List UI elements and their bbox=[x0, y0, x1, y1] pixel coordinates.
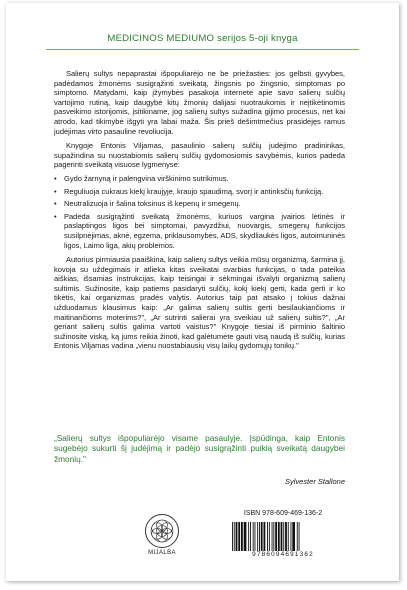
benefits-list bbox=[54, 174, 345, 250]
barcode-bar bbox=[292, 522, 295, 554]
barcode-bar bbox=[272, 522, 273, 554]
barcode-bar bbox=[248, 522, 249, 554]
barcode-bar bbox=[288, 522, 289, 554]
barcode-bar bbox=[269, 522, 270, 554]
barcode-bar bbox=[297, 522, 298, 554]
barcode-bar bbox=[281, 522, 283, 554]
list-item: • Neutralizuoja ir šalina toksinus iš kepenų ir smegenų. bbox=[54, 199, 345, 209]
publisher-logo bbox=[144, 513, 180, 556]
barcode-bar bbox=[255, 522, 256, 554]
book-back-cover bbox=[6, 3, 399, 581]
barcode-bar bbox=[261, 522, 263, 554]
barcode-bar bbox=[285, 522, 287, 554]
barcode bbox=[228, 522, 338, 554]
divider bbox=[46, 49, 359, 50]
barcode-bar bbox=[241, 522, 243, 554]
barcode-bar bbox=[283, 522, 284, 554]
barcode-digits: 9786094691362 bbox=[228, 551, 338, 558]
barcode-bar bbox=[299, 522, 300, 554]
barcode-bar bbox=[273, 522, 274, 554]
barcode-bar bbox=[257, 522, 258, 554]
barcode-bar bbox=[291, 522, 292, 554]
barcode-bar bbox=[267, 522, 268, 554]
publisher-name: MIJALBA bbox=[148, 550, 176, 556]
barcode-bar bbox=[232, 522, 233, 554]
blurb-paragraph: Knygoje Entonis Viljamas, pasaulinio salierų sulčių judėjimo pradininkas, supažindina su nuostabiomis salierų sulčių gydomosiomis savybėmis, kurios padeda pagerinti sveikatą visuose lygmenyse: bbox=[54, 141, 345, 170]
list-item: • Padeda susigrąžinti sveikatą žmonėms, kuriuos vargina įvairios lėtinės ir paslaptingos ligos bei simptomai, pavyzdžiui, nuovargis, smegenų funkcijos susilpnėjimas, aknė, egzema, priklausomybės, ADS, skydliaukės ligos, autoimuninės ligos, Laimo liga, akių problemos. bbox=[54, 212, 345, 250]
barcode-bar bbox=[259, 522, 260, 554]
barcode-bar bbox=[238, 522, 240, 554]
isbn-label: ISBN 978-609-469-136-2 bbox=[243, 510, 323, 517]
testimonial-author: Sylvester Stallone bbox=[284, 477, 345, 486]
barcode-bar bbox=[244, 522, 247, 554]
barcode-bar bbox=[264, 522, 266, 554]
list-item: • Gydo žarnyną ir palengvina virškinimo sutrikimus. bbox=[54, 174, 345, 184]
blurb-paragraph: Autorius pirmiausia paaiškina, kaip salierų sultys veikia mūsų organizmą, šarmina jį, kovoja su uždegimais ir atlieka kitas sveikatai svarbias funkcijas, o tada pateikia aiškias, išsamias instrukcijas, kaip teisingai ir sėkmingai išvalyti organizmą salierų sultimis. Sužinosite, kaip patiems pasidaryti sulčių, kokį kiekį gerti, kada gerti ir ko tikėtis, kai organizmas pradės valytis. Autorius taip pat atsako į tokius dažnai užduodamus klausimus kaip: „Ar galima salierų sultis gerti besilaukiančioms ir maitinančioms moterims?", „Ar sutrinti salierai yra sveikiau už salierų sultis?", „Ar geriant salierų sultis galima vartoti vaistus?" Knygoje tiesiai iš pirminio šaltinio sužinosite viską, ką jums reikia žinoti, kad galėtumėte gauti visą naudą iš sulčių, kurias Entonis Viljamas vadina „vienu nuostabiausių visų laikų gydomųjų tonikų." bbox=[54, 255, 345, 351]
barcode-bar bbox=[253, 522, 254, 554]
blurb-paragraph: Salierų sultys nepaprastai išpopuliarėjo ne be priežasties: jos gelbsti gyvybes, padėdamos žmonėms susigrąžinti sveikatą, žingsnis po žingsnio, simptomas po simptomo. Matydami, kaip įžymybės pasakoja internete apie savo salierų sulčių vartojimo rutiną, kaip daugybė kitų žmonių dalijasi nuotraukomis ir neįtikėtinomis pasveikimo istorijomis, įsitikiname, jog salierų sultys sužadina gijimo procesus, net kai atrodo, kad tikimybė išgyti yra labai maža. Šis prieš dešimtmečius prasidėjęs ramus judėjimas virto pasauline revoliucija. bbox=[54, 69, 345, 136]
flower-of-life-icon bbox=[144, 513, 180, 549]
testimonial-quote: „Salierų sultys išpopuliarėjo visame pasaulyje. Įspūdinga, kaip Entonis sugebėjo sukurti šį judėjimą ir padėjo susigrąžinti puikią sveikatą daugybei žmonių." bbox=[54, 433, 345, 464]
blurb bbox=[54, 69, 345, 351]
list-item: • Reguliuoja cukraus kiekį kraujyje, kraujo spaudimą, svorį ir antinksčių funkciją. bbox=[54, 187, 345, 197]
series-title: MEDICINOS MEDIUMO serijos 5-oji knyga bbox=[107, 33, 298, 44]
barcode-bar bbox=[234, 522, 235, 554]
barcode-bar bbox=[275, 522, 277, 554]
barcode-bar bbox=[236, 522, 238, 554]
barcode-bar bbox=[250, 522, 251, 554]
barcode-bar bbox=[278, 522, 280, 554]
